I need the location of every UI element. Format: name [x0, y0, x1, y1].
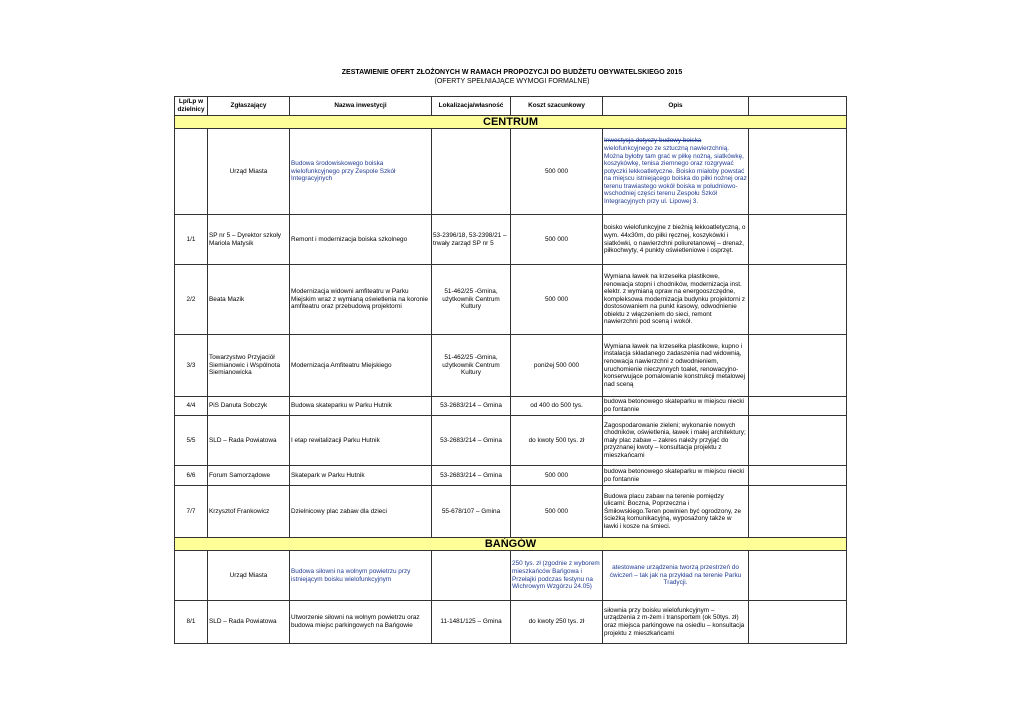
cell-location: 51-462/25 -Gmina, użytkownik Centrum Kultury	[432, 335, 511, 397]
cell-applicant: SP nr 5 – Dyrektor szkoły Mariola Matysik	[208, 215, 290, 265]
cell-empty	[749, 466, 847, 486]
cell-location: 53-2683/214 – Gmina	[432, 466, 511, 486]
table-row	[175, 416, 847, 466]
table-row	[175, 335, 847, 397]
cell-applicant: Beata Mazik	[208, 265, 290, 335]
section-title: BAŃGÓW	[175, 538, 847, 551]
cell-investment-name: Remont i modernizacja boiska szkolnego	[290, 215, 432, 265]
table-row	[175, 466, 847, 486]
cell-empty	[749, 335, 847, 397]
cell-location: 55-678/107 – Gmina	[432, 486, 511, 538]
cell-cost: od 400 do 500 tys.	[511, 397, 603, 416]
description-struck-text: Inwestycja dotyczy budowy boiska	[604, 137, 702, 145]
cell-investment-name: Modernizacja widowni amfiteatru w Parku Miejskim wraz z wymianą oświetlenia na koronie amfiteatru oraz przebudową projektorni	[290, 265, 432, 335]
cell-applicant: Urząd Miasta	[208, 551, 290, 601]
cell-lp: 7/7	[175, 486, 208, 538]
cell-lp: 5/5	[175, 416, 208, 466]
cell-description: Wymiana ławek na krzesełka plastikowe, renowacja stopni i chodników, modernizacja inst. elektr. z wymianą opraw na energooszczędne, kompleksowa modernizacja budynku projektorni z dostosowaniem na punkt kasowy, odwodnienie obiektu z włączeniem do sieci, remont nawierzchni pod sceną i wokół.	[603, 265, 749, 335]
cell-investment-name: Budowa skateparku w Parku Hutnik	[290, 397, 432, 416]
cell-cost: 500 000	[511, 215, 603, 265]
cell-location	[432, 129, 511, 215]
cell-lp	[175, 551, 208, 601]
cell-description: atestowane urządzenia tworzą przestrzeń do ćwiczeń – tak jak na przykład na terenie Parku Tradycji.	[603, 551, 749, 601]
cell-applicant: Forum Samorządowe	[208, 466, 290, 486]
section-row-bangow	[175, 538, 847, 551]
cell-description: boisko wielofunkcyjne z bieżnią lekkoatletyczną, o wym. 44x30m, do piłki ręcznej, koszykówki i siatkówki, o nawierzchni poliuretanowej – drenaż, piłkochwyty, 4 punkty oświetleniowe i osprzęt.	[603, 215, 749, 265]
cell-investment-name: Budowa siłowni na wolnym powietrzu przy istniejącym boisku wielofunkcyjnym	[290, 551, 432, 601]
header-empty	[749, 97, 847, 116]
header-location: Lokalizacja/własność	[432, 97, 511, 116]
cell-location	[432, 551, 511, 601]
cell-applicant: Krzysztof Frankowicz	[208, 486, 290, 538]
cell-empty	[749, 397, 847, 416]
table-row	[175, 397, 847, 416]
cell-cost: 500 000	[511, 486, 603, 538]
cell-cost: poniżej 500 000	[511, 335, 603, 397]
table-row	[175, 265, 847, 335]
cell-empty	[749, 129, 847, 215]
cell-investment-name: Utworzenie siłowni na wolnym powietrzu oraz budowa miejsc parkingowych na Bańgowie	[290, 601, 432, 644]
cell-cost: do kwoty 500 tys. zł	[511, 416, 603, 466]
cell-description: Wymiana ławek na krzesełka plastikowe, kupno i instalacja składanego zadaszenia nad widownią, renowacja nawierzchni z odwodnieniem, uruchomienie nieczynnych toalet, renowacyjno-konserwujące pomalowanie konstrukcji metalowej nad sceną	[603, 335, 749, 397]
cell-description: budowa betonowego skateparku w miejscu niecki po fontannie	[603, 466, 749, 486]
cell-empty	[749, 416, 847, 466]
cell-location: 53-2683/214 – Gmina	[432, 416, 511, 466]
table-row	[175, 129, 847, 215]
cell-description: budowa betonowego skateparku w miejscu niecki po fontannie	[603, 397, 749, 416]
cell-lp: 8/1	[175, 601, 208, 644]
table-header-row	[175, 97, 847, 116]
document-title: ZESTAWIENIE OFERT ZŁOŻONYCH W RAMACH PROPOZYCJI DO BUDŻETU OBYWATELSKIEGO 2015	[341, 69, 683, 76]
cell-lp	[175, 129, 208, 215]
description-text: wielofunkcyjnego ze sztuczną nawierzchnią. Można byłoby tam grać w piłkę nożną, siatkówkę, koszykówkę, tenisa ziemnego oraz rozgrywać potyczki lekkoatletyczne. Boisko miałoby powstać na miejscu istniejącego boiska do piłki nożnej oraz terenu trawiastego wokół boiska w południowo-wschodniej części terenu Zespołu Szkół Integracyjnych przy ul. Lipowej 3.	[604, 144, 747, 206]
cell-lp: 4/4	[175, 397, 208, 416]
cell-description	[603, 129, 749, 215]
cell-lp: 2/2	[175, 265, 208, 335]
cell-cost: do kwoty 250 tys. zł	[511, 601, 603, 644]
cell-empty	[749, 215, 847, 265]
cell-cost: 250 tys. zł (zgodnie z wyborem mieszkańców Bańgowa i Przełajki podczas festynu na Wichrowym Wzgórzu 24.05)	[511, 551, 603, 601]
cell-applicant: SLD – Rada Powiatowa	[208, 416, 290, 466]
cell-investment-name: Skatepark w Parku Hutnik	[290, 466, 432, 486]
cell-description: siłownia przy boisku wielofunkcyjnym – urządzenia z m-żem i transportem (ok 50tys. zł) oraz miejsca parkingowe na osiedlu – konsultacja projektu z mieszkańcami	[603, 601, 749, 644]
offers-table	[174, 96, 847, 644]
cell-cost: 500 000	[511, 265, 603, 335]
cell-empty	[749, 601, 847, 644]
cell-description: Zagospodarowanie zieleni; wykonanie nowych chodników, oświetlenia, ławek i małej architektury; mały plac zabaw – zakres należy przyjąć do przyznanej kwoty – konsultacja projektu z mieszkańcami	[603, 416, 749, 466]
cell-description: Budowa placu zabaw na terenie pomiędzy ulicami: Boczna, Poprzeczna i Śmiłowskiego.Teren powinien być ogrodzony, ze ścieżką komunikacyjną, wyposażony także w ławki i kosze na śmieci.	[603, 486, 749, 538]
table-row	[175, 601, 847, 644]
cell-investment-name: Modernizacja Amfiteatru Miejskiego	[290, 335, 432, 397]
cell-cost: 500 000	[511, 466, 603, 486]
section-row-centrum	[175, 116, 847, 129]
header-lp: Lp/Lp w dzielnicy	[175, 97, 208, 116]
cell-applicant: Towarzystwo Przyjaciół Siemianowic i Wspólnota Siemianowicka	[208, 335, 290, 397]
cell-location: 53-2396/18, 53-2398/21 – trwały zarząd SP nr 5	[432, 215, 511, 265]
header-description: Opis	[603, 97, 749, 116]
cell-lp: 1/1	[175, 215, 208, 265]
cell-empty	[749, 265, 847, 335]
cell-investment-name: Dzielnicowy plac zabaw dla dzieci	[290, 486, 432, 538]
table-row	[175, 215, 847, 265]
cell-empty	[749, 486, 847, 538]
cell-location: 11-1481/125 – Gmina	[432, 601, 511, 644]
cell-lp: 3/3	[175, 335, 208, 397]
cell-location: 51-462/25 -Gmina, użytkownik Centrum Kultury	[432, 265, 511, 335]
cell-applicant: SLD – Rada Powiatowa	[208, 601, 290, 644]
cell-applicant: PiS Danuta Sobczyk	[208, 397, 290, 416]
cell-cost: 500 000	[511, 129, 603, 215]
table-row	[175, 486, 847, 538]
header-cost: Koszt szacunkowy	[511, 97, 603, 116]
table-row	[175, 551, 847, 601]
document-subtitle: (OFERTY SPEŁNIAJĄCE WYMOGI FORMALNE)	[434, 78, 590, 85]
cell-lp: 6/6	[175, 466, 208, 486]
cell-investment-name: Budowa środowiskowego boiska wielofunkcyjnego przy Zespole Szkół Integracyjnych	[290, 129, 432, 215]
cell-location: 53-2683/214 – Gmina	[432, 397, 511, 416]
header-investment-name: Nazwa inwestycji	[290, 97, 432, 116]
cell-applicant: Urząd Miasta	[208, 129, 290, 215]
header-applicant: Zgłaszający	[208, 97, 290, 116]
cell-empty	[749, 551, 847, 601]
section-title: CENTRUM	[175, 116, 847, 129]
cell-investment-name: I etap rewitalizacji Parku Hutnik	[290, 416, 432, 466]
